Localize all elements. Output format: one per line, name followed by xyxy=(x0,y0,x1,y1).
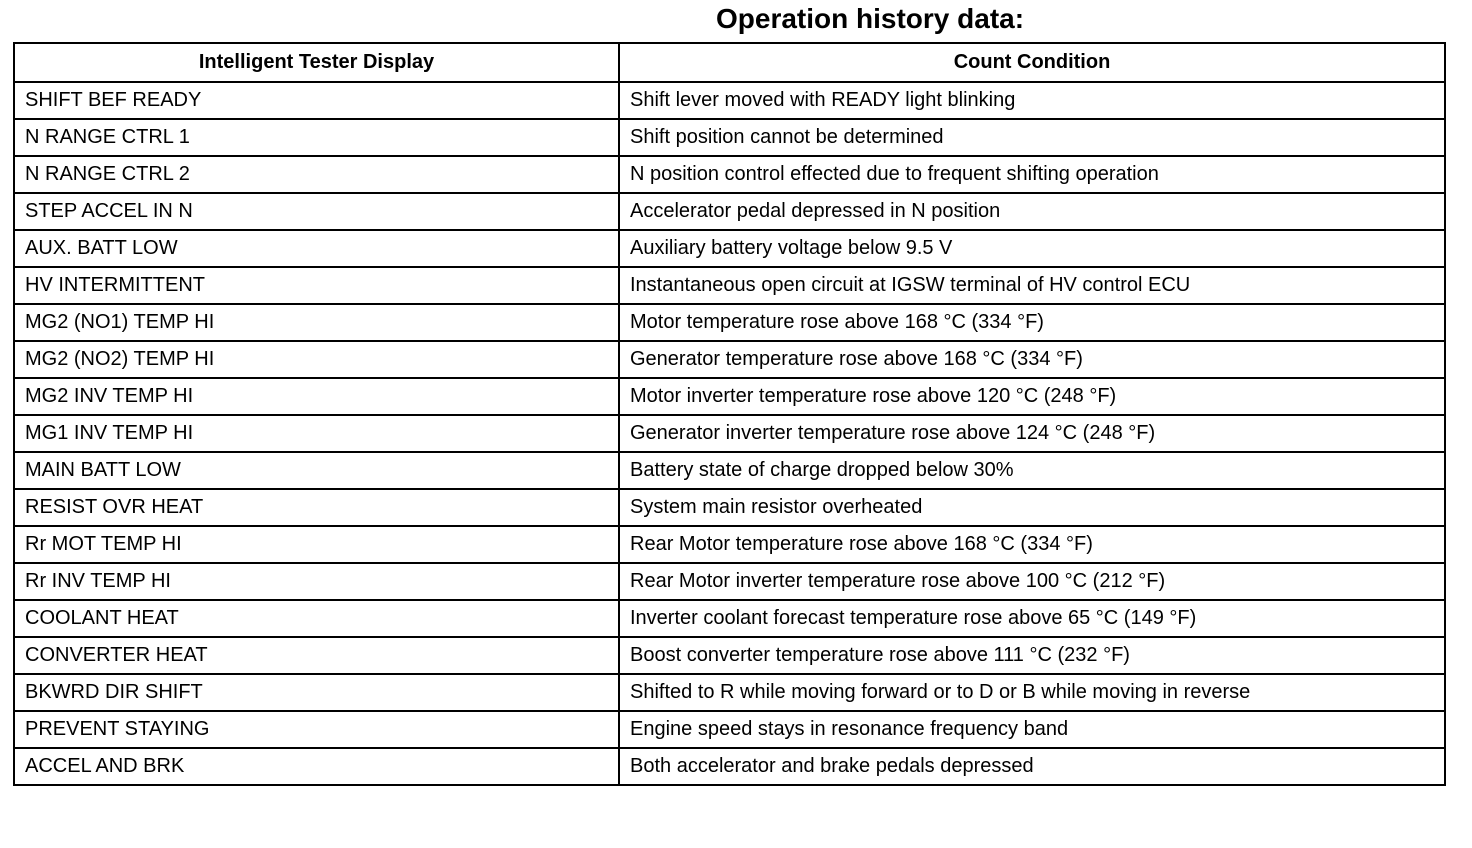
table-row xyxy=(14,119,1445,156)
count-condition-cell: Instantaneous open circuit at IGSW terminal of HV control ECU xyxy=(619,267,1445,304)
count-condition-cell: Shifted to R while moving forward or to D or B while moving in reverse xyxy=(619,674,1445,711)
table-row xyxy=(14,415,1445,452)
count-condition-cell: Inverter coolant forecast temperature rose above 65 °C (149 °F) xyxy=(619,600,1445,637)
table-row xyxy=(14,711,1445,748)
table-row xyxy=(14,378,1445,415)
column-header-tester-display: Intelligent Tester Display xyxy=(14,43,619,82)
table-row xyxy=(14,600,1445,637)
count-condition-cell: Rear Motor temperature rose above 168 °C (334 °F) xyxy=(619,526,1445,563)
count-condition-cell: Rear Motor inverter temperature rose above 100 °C (212 °F) xyxy=(619,563,1445,600)
table-row xyxy=(14,637,1445,674)
count-condition-cell: Shift lever moved with READY light blinking xyxy=(619,82,1445,119)
tester-display-cell: MG2 (NO1) TEMP HI xyxy=(14,304,619,341)
tester-display-cell: RESIST OVR HEAT xyxy=(14,489,619,526)
tester-display-cell: MG1 INV TEMP HI xyxy=(14,415,619,452)
tester-display-cell: SHIFT BEF READY xyxy=(14,82,619,119)
tester-display-cell: CONVERTER HEAT xyxy=(14,637,619,674)
count-condition-cell: Accelerator pedal depressed in N position xyxy=(619,193,1445,230)
tester-display-cell: HV INTERMITTENT xyxy=(14,267,619,304)
count-condition-cell: Both accelerator and brake pedals depressed xyxy=(619,748,1445,785)
count-condition-cell: Generator inverter temperature rose above 124 °C (248 °F) xyxy=(619,415,1445,452)
table-row xyxy=(14,748,1445,785)
tester-display-cell: N RANGE CTRL 1 xyxy=(14,119,619,156)
count-condition-cell: Boost converter temperature rose above 111 °C (232 °F) xyxy=(619,637,1445,674)
table-row xyxy=(14,526,1445,563)
tester-display-cell: ACCEL AND BRK xyxy=(14,748,619,785)
tester-display-cell: COOLANT HEAT xyxy=(14,600,619,637)
tester-display-cell: MG2 INV TEMP HI xyxy=(14,378,619,415)
count-condition-cell: Engine speed stays in resonance frequency band xyxy=(619,711,1445,748)
count-condition-cell: Shift position cannot be determined xyxy=(619,119,1445,156)
tester-display-cell: N RANGE CTRL 2 xyxy=(14,156,619,193)
tester-display-cell: STEP ACCEL IN N xyxy=(14,193,619,230)
table-row xyxy=(14,341,1445,378)
table-row xyxy=(14,563,1445,600)
table-row xyxy=(14,489,1445,526)
operation-history-table xyxy=(13,42,1446,786)
table-row xyxy=(14,304,1445,341)
page-title: Operation history data: xyxy=(716,3,1025,34)
table-row xyxy=(14,452,1445,489)
table-row xyxy=(14,674,1445,711)
count-condition-cell: Motor temperature rose above 168 °C (334 °F) xyxy=(619,304,1445,341)
count-condition-cell: System main resistor overheated xyxy=(619,489,1445,526)
count-condition-cell: Motor inverter temperature rose above 120 °C (248 °F) xyxy=(619,378,1445,415)
column-header-count-condition: Count Condition xyxy=(619,43,1445,82)
tester-display-cell: AUX. BATT LOW xyxy=(14,230,619,267)
table-row xyxy=(14,193,1445,230)
count-condition-cell: Battery state of charge dropped below 30% xyxy=(619,452,1445,489)
count-condition-cell: Auxiliary battery voltage below 9.5 V xyxy=(619,230,1445,267)
tester-display-cell: PREVENT STAYING xyxy=(14,711,619,748)
tester-display-cell: MG2 (NO2) TEMP HI xyxy=(14,341,619,378)
table-row xyxy=(14,82,1445,119)
tester-display-cell: MAIN BATT LOW xyxy=(14,452,619,489)
table-row xyxy=(14,267,1445,304)
tester-display-cell: BKWRD DIR SHIFT xyxy=(14,674,619,711)
table-row xyxy=(14,230,1445,267)
tester-display-cell: Rr MOT TEMP HI xyxy=(14,526,619,563)
table-header-row xyxy=(14,43,1445,82)
count-condition-cell: Generator temperature rose above 168 °C (334 °F) xyxy=(619,341,1445,378)
count-condition-cell: N position control effected due to frequent shifting operation xyxy=(619,156,1445,193)
tester-display-cell: Rr INV TEMP HI xyxy=(14,563,619,600)
table-row xyxy=(14,156,1445,193)
